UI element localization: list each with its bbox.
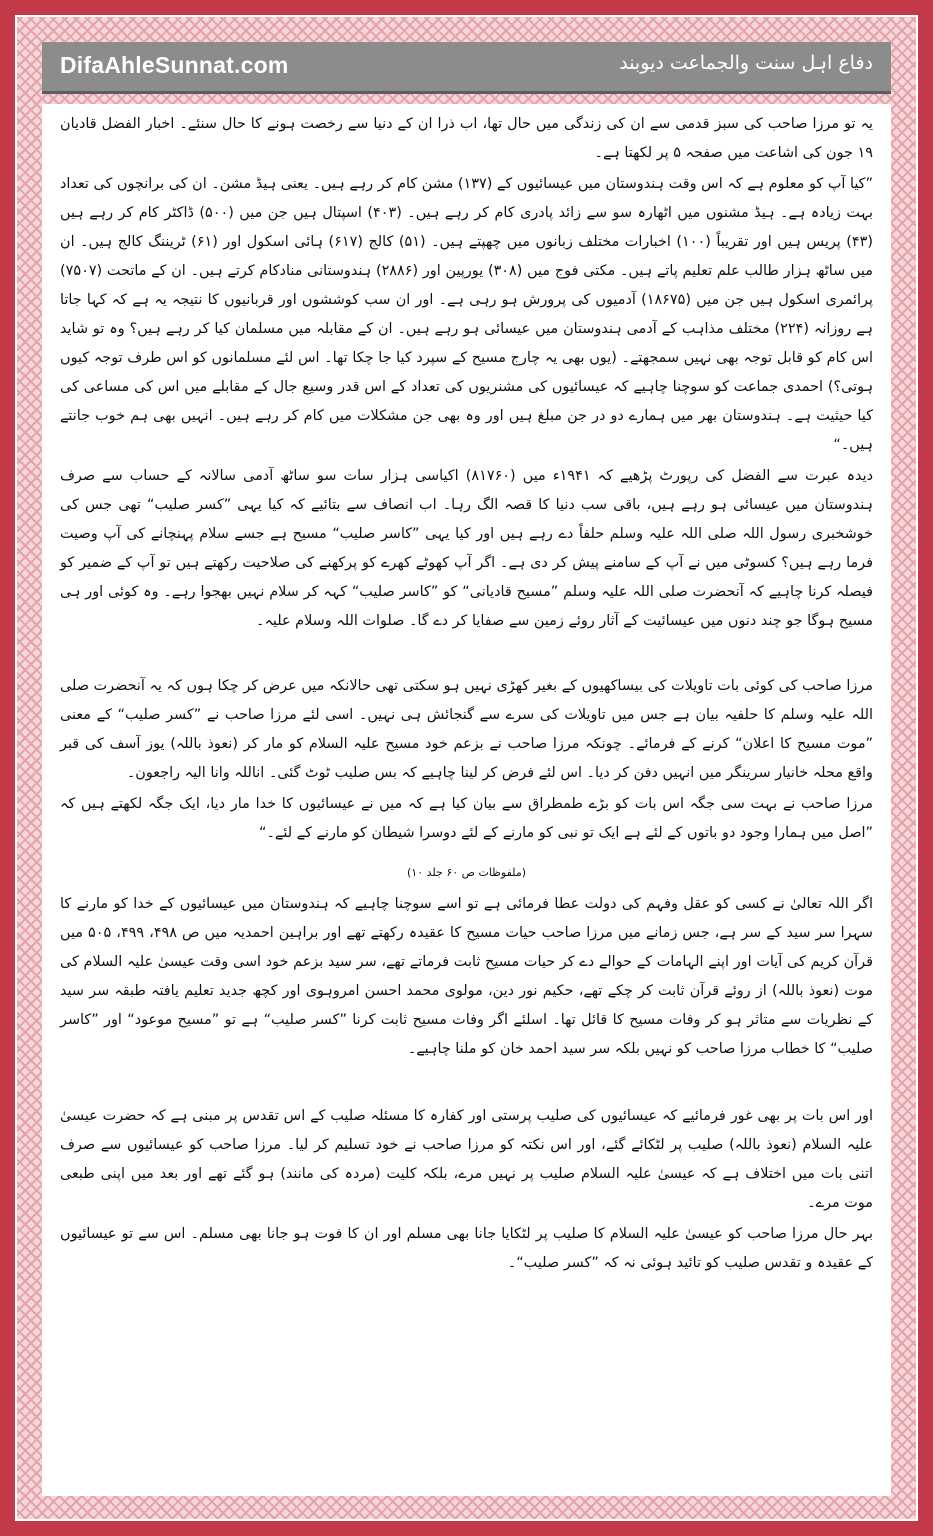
- reference-citation: (ملفوظات ص ۶۰ جلد ۱۰): [407, 866, 526, 879]
- article-body: [42, 104, 891, 1496]
- paragraph-interpretations: مرزا صاحب کی کوئی بات تاویلات کی بیساکھیوں کے بغیر کھڑی نہیں ہو سکتی تھی حالانکہ میں عرض کر چکا ہوں کہ یہ آنحضرت صلی اللہ علیہ وسلم کا حلفیہ بیان ہے جس میں تاویلات کی سرے سے گنجائش ہی نہیں۔ اسی لئے مرزا صاحب نے ”کسر صلیب“ کے معنی ”موت مسیح کا اعلان“ کرنے کے فرمائے۔ چونکہ مرزا صاحب نے بزعم خود مسیح علیہ السلام کو مار کر (نعوذ باللہ) یوز آسف کی قبر واقع محلہ خانیار سرینگر میں انہیں دفن کر دیا۔ اس لئے فرض کر لینا چاہیے کہ بس صلیب ٹوٹ گئی۔ اناللہ وانا الیہ راجعون۔: [60, 678, 873, 781]
- page-header: [42, 42, 891, 94]
- paragraph-sir-syed: اگر اللہ تعالیٰ نے کسی کو عقل وفہم کی دولت عطا فرمائی ہے تو اسے سوچنا چاہیے کہ ہندوستان میں عیسائیوں کے خدا کو مارنے کا سہرا سر سید کے سر ہے، جس زمانے میں مرزا صاحب حیات مسیح کا عقیدہ رکھتے تھے اور براہین احمدیہ میں ص ۴۹۸، ۴۹۹، ۵۰۵ میں قرآن کریم کی آیات اور اپنے الہامات کے حوالے دے کر حیات مسیح ثابت فرماتے تھے، سر سید بزعم خود اسی وقت عیسیٰ علیہ السلام کی موت (نعوذ باللہ) از روئے قرآن ثابت کر چکے تھے، حکیم نور دین، مولوی محمد احسن امروہوی اور کچھ جدید تعلیم یافتہ طبقہ سر سید کے نظریات سے متاثر ہو کر وفات مسیح کا قائل تھا۔ اسلئے اگر وفات مسیح ثابت کرنا ”کسر صلیب“ ہے تو ”مسیح موعود“ اور ”کاسر صلیب“ کا خطاب مرزا صاحب کو نہیں بلکہ سر سید احمد خان کو ملنا چاہیے۔: [60, 896, 873, 1057]
- paragraph-analysis: دیدہ عبرت سے الفضل کی رپورٹ پڑھیے کہ ۱۹۴۱ء میں (۸۱۷۶۰) اکیاسی ہزار سات سو ساٹھ آدمی سالانہ کے حساب سے صرف ہندوستان میں عیسائی ہو رہے ہیں، باقی سب دنیا کا قصہ الگ رہا۔ اب انصاف سے بتائیے کہ کیا یہی ”کسر صلیب“ تھی جس کی خوشخبری رسول اللہ صلی اللہ علیہ وسلم حلفاً دے رہے ہیں اور کیا یہی ”کاسر صلیب“ مسیح ہے جسے سلام پہنچانے کی آپ وصیت فرما رہے ہیں؟ کسوٹی میں نے آپ کے سامنے پیش کر دی ہے۔ اگر آپ کھوٹے کھرے کو پرکھنے کی صلاحیت رکھتے ہیں تو آپ کے ضمیر کو فیصلہ کرنا چاہیے کہ آنحضرت صلی اللہ علیہ وسلم ”مسیح قادیانی“ کو ”کاسر صلیب“ کہہ کر سلام نہیں بھجوا رہے۔ وہ کوئی اور ہی مسیح ہوگا جو چند دنوں میں عیسائیت کے آثار روئے زمین سے صفایا کر دے گا۔ صلوات اللہ وسلام علیہ۔: [60, 468, 873, 629]
- paragraph-conclusion: بہر حال مرزا صاحب کو عیسیٰ علیہ السلام کا صلیب پر لٹکایا جانا بھی مسلم اور ان کا فوت ہو جانا بھی مسلم۔ اس سے تو عیسائیوں کے عقیدہ و تقدس صلیب کو تائید ہوئی نہ کہ ”کسر صلیب“۔: [60, 1226, 873, 1271]
- site-tagline: دفاع اہل سنت والجماعت دیوبند: [619, 52, 873, 74]
- paragraph-claim: مرزا صاحب نے بہت سی جگہ اس بات کو بڑے طمطراق سے بیان کیا ہے کہ میں نے عیسائیوں کا خدا مار دیا، ایک جگہ لکھتے ہیں کہ ”اصل میں ہمارا وجود دو باتوں کے لئے ہے ایک تو نبی کو مارنے کے لئے دوسرا شیطان کو مارنے کے لئے۔“: [60, 796, 873, 841]
- paragraph-intro: یہ تو مرزا صاحب کی سبز قدمی سے ان کی زندگی میں حال تھا، اب ذرا ان کے دنیا سے رخصت ہونے کا حال سنئے۔ اخبار الفضل قادیان ۱۹ جون کی اشاعت میں صفحہ ۵ پر لکھتا ہے۔: [60, 116, 873, 161]
- paragraph-crucifixion: اور اس بات پر بھی غور فرمائیے کہ عیسائیوں کی صلیب پرستی اور کفارہ کا مسئلہ صلیب کے اس تقدس پر مبنی ہے کہ حضرت عیسیٰ علیہ السلام (نعوذ باللہ) صلیب پر لٹکائے گئے، اور اس نکتہ کو مرزا صاحب نے خود تسلیم کر لیا۔ مرزا صاحب کو عیسائیوں سے صرف اتنی بات میں اختلاف ہے کہ عیسیٰ علیہ السلام صلیب پر نہیں مرے، بلکہ کلیت (مردہ کی مانند) ہو گئے تھے اور بعد میں اپنی طبعی موت مرے۔: [60, 1108, 873, 1211]
- site-url: DifaAhleSunnat.com: [60, 52, 289, 78]
- quote-alfazl: ”کیا آپ کو معلوم ہے کہ اس وقت ہندوستان میں عیسائیوں کے (۱۳۷) مشن کام کر رہے ہیں۔ یعنی ہیڈ مشن۔ ان کی برانچوں کی تعداد بہت زیادہ ہے۔ ہیڈ مشنوں میں اٹھارہ سو سے زائد پادری کام کر رہے ہیں۔ (۴۰۳) اسپتال ہیں جن میں (۵۰۰) ڈاکٹر کام کر رہے ہیں (۴۳) پریس ہیں اور تقریباً (۱۰۰) اخبارات مختلف زبانوں میں چھپتے ہیں۔ (۵۱) کالج (۶۱۷) ہائی اسکول اور (۶۱) ٹریننگ کالج ہیں۔ ان میں ساٹھ ہزار طالب علم تعلیم پاتے ہیں۔ مکتی فوج میں (۳۰۸) یورپین اور (۲۸۸۶) ہندوستانی منادکام کرتے ہیں۔ ان کے ماتحت (۷۵۰۷) پرائمری اسکول ہیں جن میں (۱۸۶۷۵) آدمیوں کی پرورش ہو رہی ہے۔ اور ان سب کوششوں اور قربانیوں کا نتیجہ یہ ہے کہ کہا جاتا ہے روزانہ (۲۲۴) مختلف مذاہب کے آدمی ہندوستان میں عیسائی ہو رہے ہیں۔ ان کے مقابلہ میں مسلمان کیا کر رہے ہیں؟ وہ تو شاید اس کام کو قابل توجہ بھی نہیں سمجھتے۔ (یوں بھی یہ چارج مسیح کے سپرد کیا جا چکا تھا۔ اس لئے مسلمانوں کو اس طرف توجہ کیوں ہوتی؟) احمدی جماعت کو سوچنا چاہیے کہ عیسائیوں کی مشنریوں کی تعداد کے اس قدر وسیع جال کے مقابلے میں اس کی مساعی کی کیا حیثیت ہے۔ ہندوستان بھر میں ہمارے دو در جن مبلغ ہیں اور وہ بھی جن مشکلات میں کام کر رہے ہیں۔ انہیں بھی ہم خوب جانتے ہیں۔“: [60, 176, 873, 453]
